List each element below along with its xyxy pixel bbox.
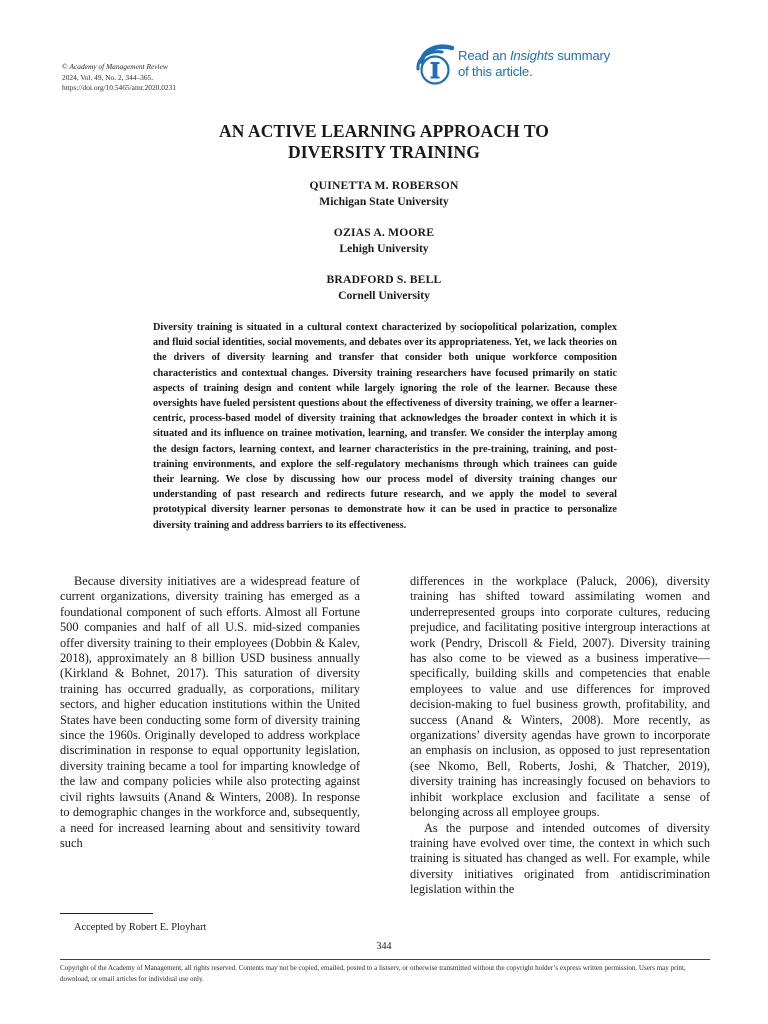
insights-text[interactable] [458, 48, 610, 79]
title-line-2: DIVERSITY TRAINING [288, 142, 480, 162]
insights-line-1-pre: Read an [458, 48, 510, 63]
volume-line: 2024, Vol. 49, No. 2, 344–365. [62, 72, 154, 82]
footer-divider [60, 959, 710, 960]
abstract: Diversity training is situated in a cultural context characterized by sociopolitical polarization, complex and fluid social identities, social movements, and debates over its appropriateness. Yet, we lack theories on the drivers of diversity learning and transfer that consider both unique workforce composition characteristics and contextual changes. Diversity training researchers have focused primarily on static aspects of training design and content while largely ignoring the role of the learner. Because these oversights have fueled persistent questions about the effectiveness of diversity training, we offer a learner-centric, process-based model of diversity training that acknowledges the broader context in which it is situated and its influence on trainee motivation, learning, and transfer. We consider the interplay among the design factors, learning context, and learner characteristics in the pre-training, training, and post-training environments, and explore the self-regulatory mechanisms through which trainees can guide their learning. We close by discussing how our process model of diversity training changes our understanding of past research and redirects future research, and we apply the model to several prototypical diversity learner personas to demonstrate how it can be used in practice to personalize diversity training and address barriers to its effectiveness. [153, 322, 617, 531]
author-name: OZIAS A. MOORE [333, 226, 435, 239]
author-affiliation: Michigan State University [319, 194, 449, 208]
footnote-divider [60, 913, 153, 914]
body-paragraph: Because diversity initiatives are a widespread feature of current organizations, diversity training has emerged as a foundational component of such efforts. Almost all Fortune 500 companies and half of all U.S. mid-sized companies offer diversity training to their employees (Dobbin & Kalev, 2018), approximately an 8 billion USD business annually (Kirkland & Bohnet, 2017). This saturation of diversity training has occurred gradually, as corporations, military sectors, and higher education institutions within the United States have been conducting some form of diversity training since the 1960s. Originally developed to address workplace discrimination in response to equal opportunity legislation, diversity training became a tool for imparting knowledge of the law and company policies while also protecting against civil rights lawsuits (Anand & Winters, 2008). In response to demographic changes in the workforce and, subsequently, a need for increased learning about and sensitivity toward such [60, 574, 360, 850]
author-name: QUINETTA M. ROBERSON [309, 179, 459, 192]
author-name: BRADFORD S. BELL [326, 273, 442, 286]
insights-line-1-post: summary [553, 48, 611, 63]
body-paragraph: As the purpose and intended outcomes of diversity training have evolved over time, the context in which such training is situated has changed as well. For example, while diversity initiatives originated from antidiscrimination legislation within the [410, 820, 710, 897]
copyright-notice: Copyright of the Academy of Management, all rights reserved. Contents may not be copied, emailed, posted to a listserv, or otherwise transmitted without the copyright holder’s express written permission. Users may print, download, or email articles for individual use only. [60, 964, 686, 983]
doi-link[interactable]: https://doi.org/10.5465/amr.2020.0231 [62, 83, 177, 93]
copyright-symbol: © [62, 62, 68, 71]
body-column-right [410, 574, 710, 898]
journal-line [62, 62, 176, 73]
author-2 [0, 225, 768, 256]
body-paragraph: differences in the workplace (Paluck, 2006), diversity training has shifted toward assimilating women and underrepresented groups into corporate cultures, reducing prejudice, and facilitating positive intergroup interactions at work (Pendry, Driscoll & Field, 2007). Diversity training has also come to be viewed as a business imperative—specifically, building skills and competencies that enable employees to value and use differences for improved decision-making to fuel business growth, profitability, and success (Anand & Winters, 2008). More recently, as organizations’ diversity agendas have grown to incorporate an emphasis on inclusion, as opposed to just representation (see Nkomo, Bell, Roberts, Joshi, & Thatcher, 2019), diversity training has increasingly focused on behaviors to inhibit workplace exclusion and facilitate a sense of belonging across all employee groups. [410, 574, 710, 820]
page-number: 344 [376, 941, 392, 952]
article-title [0, 121, 768, 163]
title-line-1: AN ACTIVE LEARNING APPROACH TO [218, 121, 550, 141]
author-1 [0, 178, 768, 209]
author-3 [0, 272, 768, 303]
journal-name: Academy of Management Review [69, 62, 168, 71]
body-column-left [60, 574, 360, 851]
insights-logo-icon [412, 42, 456, 88]
insights-summary-link[interactable] [412, 42, 612, 88]
author-affiliation: Lehigh University [339, 241, 429, 255]
citation-block [62, 62, 176, 94]
insights-line-1 [458, 48, 610, 64]
insights-emphasis: Insights [509, 48, 554, 63]
insights-line-2: of this article. [458, 63, 533, 79]
accepted-by-footnote: Accepted by Robert E. Ployhart [74, 922, 207, 933]
author-affiliation: Cornell University [338, 288, 430, 302]
